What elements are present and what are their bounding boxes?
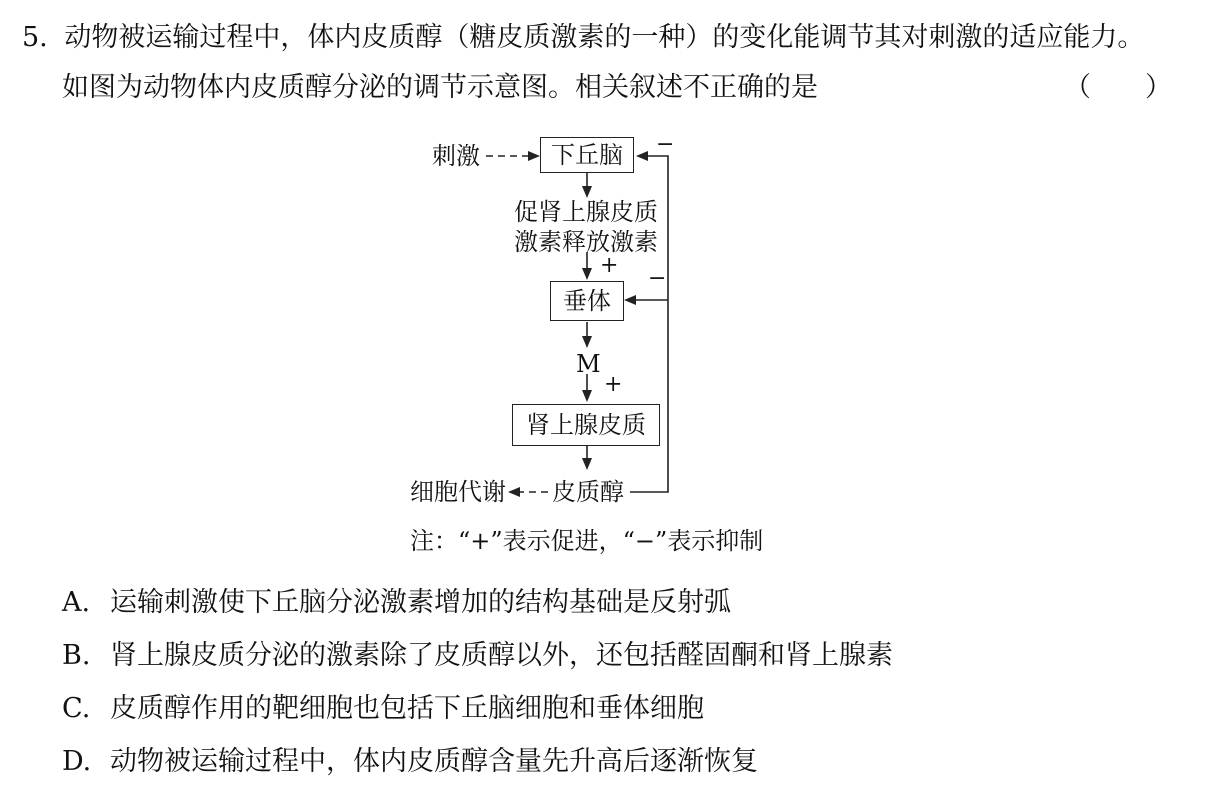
question-stem-text-2: 如图为动物体内皮质醇分泌的调节示意图。相关叙述不正确的是	[62, 72, 818, 103]
stimulus-label: 刺激	[432, 142, 480, 170]
stimulus-arrowhead	[528, 151, 540, 161]
pituitary-box: 垂体	[550, 281, 624, 321]
adrenal-cortex-box: 肾上腺皮质	[512, 404, 660, 446]
option-d-text: 动物被运输过程中，体内皮质醇含量先升高后逐渐恢复	[110, 746, 758, 777]
cortisol-label: 皮质醇	[552, 478, 624, 506]
diagram-note: 注：“+”表示促进，“−”表示抑制	[410, 527, 764, 555]
cell-metabolism-label: 细胞代谢	[410, 478, 506, 506]
option-b-letter: B.	[62, 640, 91, 671]
option-a	[62, 587, 731, 619]
cortisol-to-metabolism-arrowhead	[508, 487, 520, 497]
option-c-letter: C.	[62, 693, 91, 724]
feedback-pituitary-arrowhead	[624, 295, 636, 305]
crh-label-line-2: 激素释放激素	[514, 228, 658, 256]
question-number: 5.	[22, 22, 48, 53]
plus-sign-2: +	[604, 372, 623, 397]
option-b-text: 肾上腺皮质分泌的激素除了皮质醇以外，还包括醛固酮和肾上腺素	[110, 640, 893, 671]
pituitary-down-arrowhead	[582, 336, 592, 348]
plus-sign-1: +	[600, 253, 619, 278]
crh-label-line-1: 促肾上腺皮质	[514, 198, 658, 226]
hypothalamus-box: 下丘脑	[540, 137, 634, 173]
option-d-letter: D.	[62, 746, 92, 777]
option-d	[62, 746, 758, 778]
crh-down-arrowhead	[582, 268, 592, 280]
minus-sign-top: −	[656, 132, 675, 157]
option-b	[62, 640, 893, 672]
question-stem-text-1: 动物被运输过程中，体内皮质醇（糖皮质激素的一种）的变化能调节其对刺激的适应能力。	[64, 22, 1145, 53]
m-down-arrowhead	[582, 390, 592, 402]
option-c	[62, 693, 704, 725]
option-a-text: 运输刺激使下丘脑分泌激素增加的结构基础是反射弧	[110, 587, 731, 618]
hypothalamus-down-arrowhead	[582, 186, 592, 198]
answer-bracket: （ ）	[1064, 72, 1172, 103]
minus-sign-mid: −	[648, 266, 667, 291]
option-a-letter: A.	[62, 587, 91, 618]
feedback-hypothalamus-arrowhead	[636, 151, 648, 161]
adrenal-down-arrowhead	[582, 458, 592, 470]
m-label: M	[576, 350, 601, 378]
option-c-text: 皮质醇作用的靶细胞也包括下丘脑细胞和垂体细胞	[110, 693, 704, 724]
